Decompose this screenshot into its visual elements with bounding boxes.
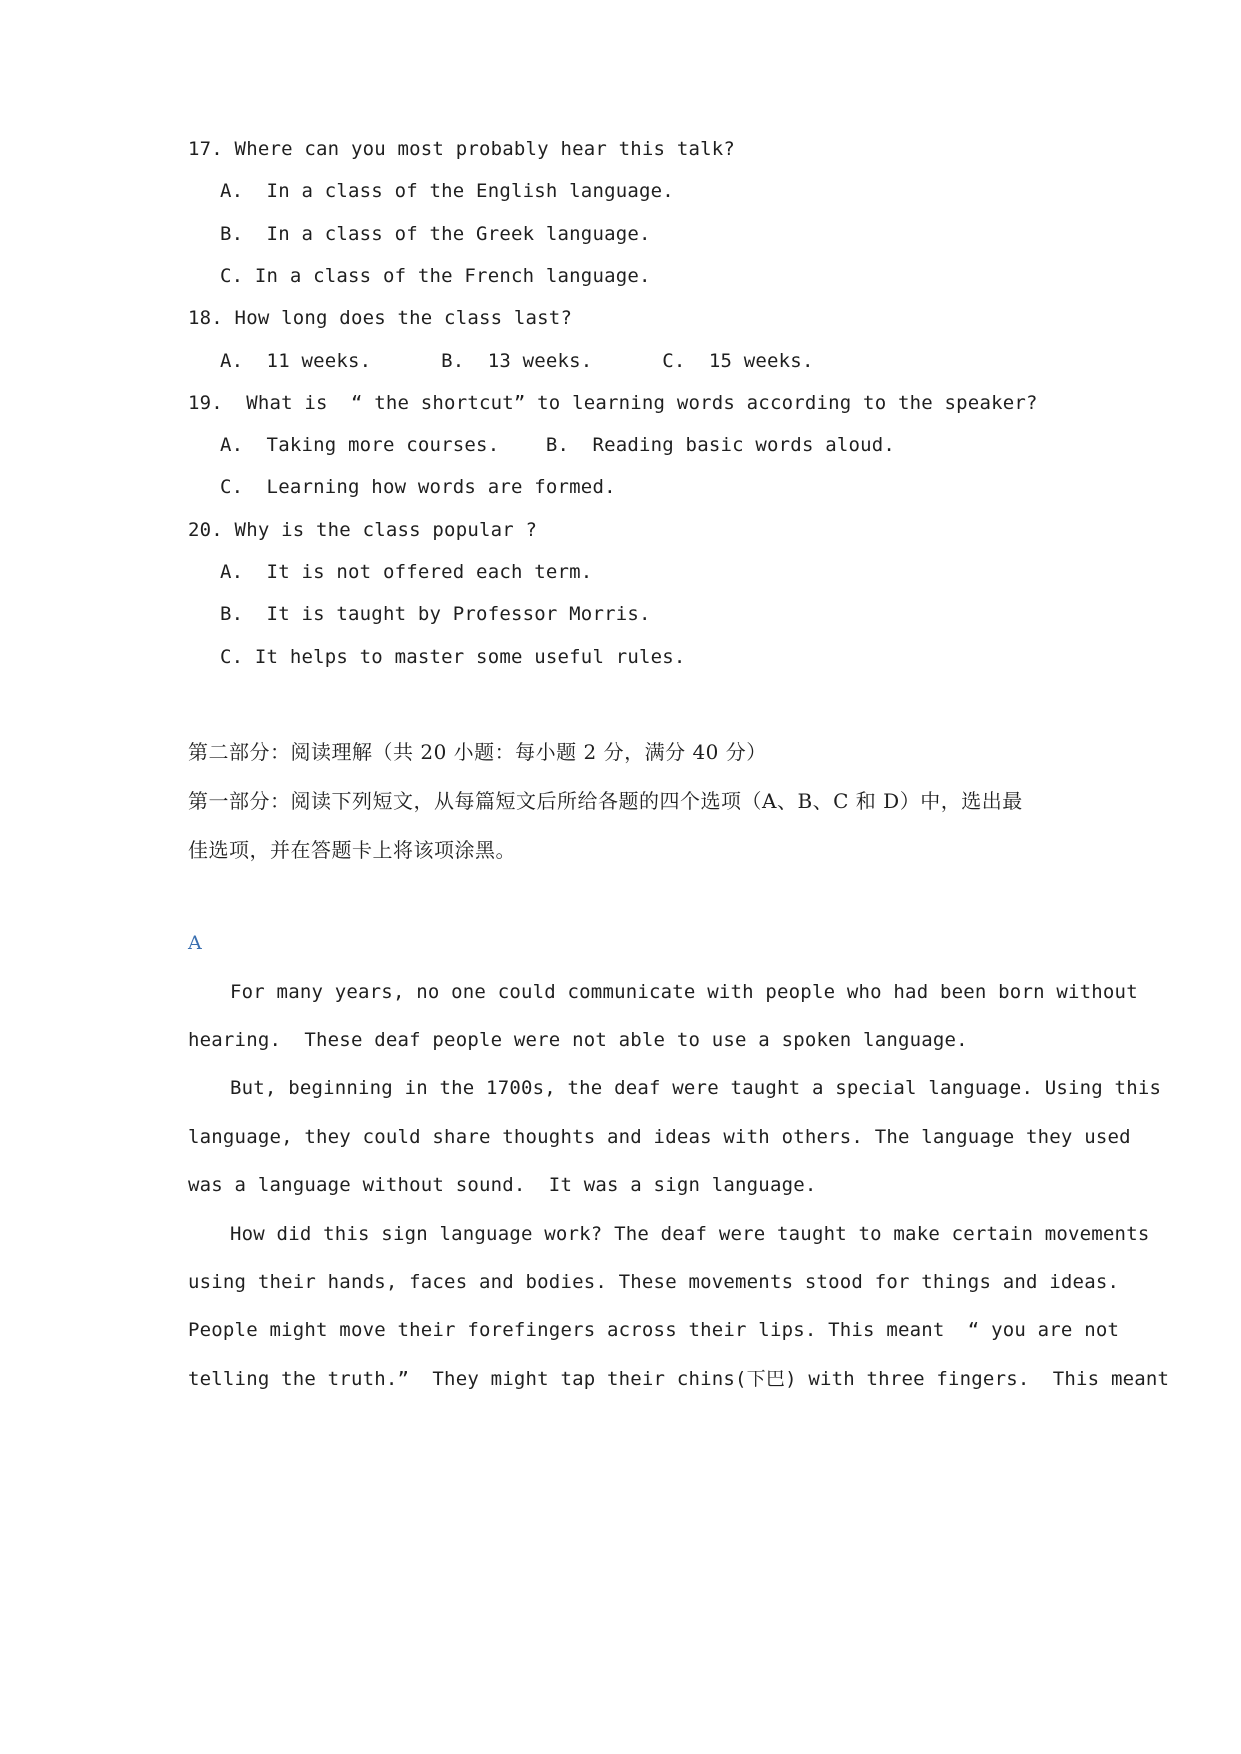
question-20-option-a: A. It is not offered each term. xyxy=(220,561,593,583)
passage-label: A xyxy=(188,932,202,954)
part2-instruction-line2: 佳选项，并在答题卡上将该项涂黑。 xyxy=(188,838,516,862)
passage-line: telling the truth.” They might tap their chins(下巴) with three fingers. This meant xyxy=(188,1368,1170,1390)
passage-line: For many years, no one could communicate with people who had been born without xyxy=(230,981,1138,1003)
question-20-option-c: C. It helps to master some useful rules. xyxy=(220,646,686,668)
question-19-stem: 19. What is “ the shortcut” to learning words according to the speaker? xyxy=(188,392,1038,414)
question-19-options-ab: A. Taking more courses. B. Reading basic words aloud. xyxy=(220,434,896,456)
part2-heading: 第二部分：阅读理解（共 20 小题：每小题 2 分，满分 40 分） xyxy=(188,740,767,764)
passage-line: using their hands, faces and bodies. These movements stood for things and ideas. xyxy=(188,1271,1120,1293)
question-19-option-c: C. Learning how words are formed. xyxy=(220,476,616,498)
question-17-option-c: C. In a class of the French language. xyxy=(220,265,651,287)
passage-line: was a language without sound. It was a sign language. xyxy=(188,1174,817,1196)
part2-instruction-line1: 第一部分：阅读下列短文，从每篇短文后所给各题的四个选项（A、B、C 和 D）中，选出最 xyxy=(188,789,1023,813)
passage-line: People might move their forefingers across their lips. This meant “ you are not xyxy=(188,1319,1120,1341)
question-20-option-b: B. It is taught by Professor Morris. xyxy=(220,603,651,625)
passage-line: hearing. These deaf people were not able to use a spoken language. xyxy=(188,1029,968,1051)
question-20-stem: 20. Why is the class popular ? xyxy=(188,519,538,541)
question-17-option-b: B. In a class of the Greek language. xyxy=(220,223,651,245)
question-18-stem: 18. How long does the class last? xyxy=(188,307,573,329)
question-17-stem: 17. Where can you most probably hear this talk? xyxy=(188,138,736,160)
passage-line: But, beginning in the 1700s, the deaf were taught a special language. Using this xyxy=(230,1077,1162,1099)
passage-line: How did this sign language work? The deaf were taught to make certain movements xyxy=(230,1223,1150,1245)
question-18-options: A. 11 weeks. B. 13 weeks. C. 15 weeks. xyxy=(220,350,814,372)
passage-line: language, they could share thoughts and ideas with others. The language they used xyxy=(188,1126,1131,1148)
question-17-option-a: A. In a class of the English language. xyxy=(220,180,674,202)
